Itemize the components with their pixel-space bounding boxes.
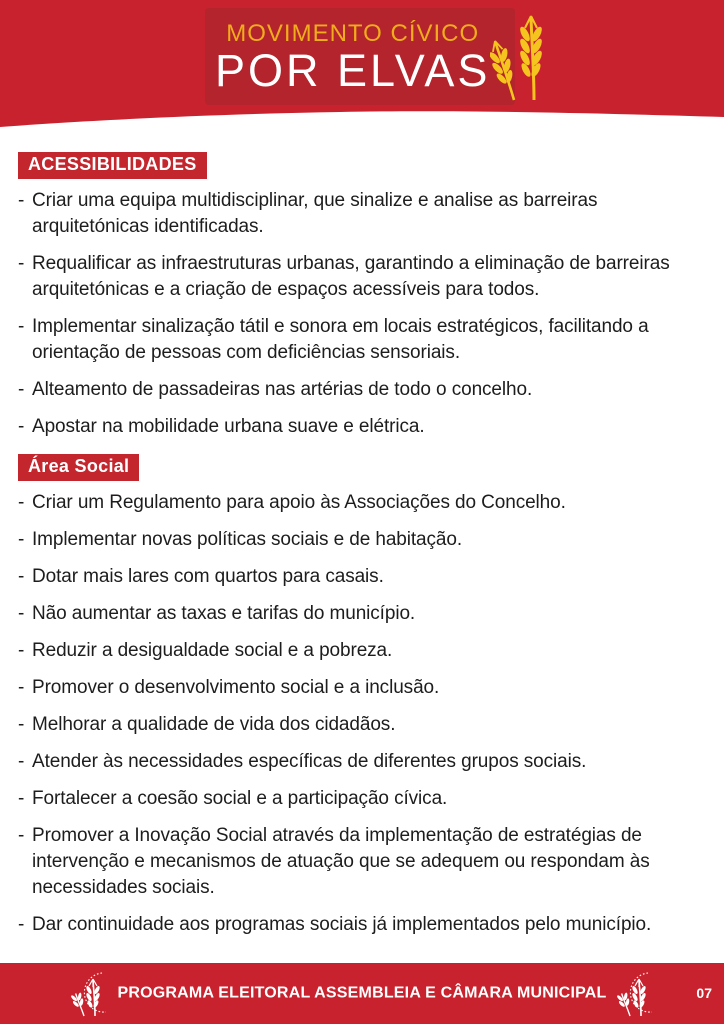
bullet-dash: - bbox=[18, 190, 25, 211]
list-item-text: Criar um Regulamento para apoio às Associações do Concelho. bbox=[32, 492, 566, 513]
list-item bbox=[18, 675, 708, 701]
list-item-text: Implementar sinalização tátil e sonora em locais estratégicos, facilitando a orientação de pessoas com deficiências sensoriais. bbox=[32, 316, 649, 363]
bullet-dash: - bbox=[18, 825, 25, 846]
list-item-text: Atender às necessidades específicas de diferentes grupos sociais. bbox=[32, 751, 587, 772]
list-item bbox=[18, 490, 708, 516]
list-item bbox=[18, 749, 708, 775]
list-item bbox=[18, 638, 708, 664]
bullet-dash: - bbox=[18, 677, 25, 698]
list-item bbox=[18, 414, 708, 440]
section-acessibilidades bbox=[18, 152, 708, 440]
list-item-text: Requalificar as infraestruturas urbanas, garantindo a eliminação de barreiras arquitetónicas e a criação de espaços acessíveis para todos. bbox=[32, 253, 670, 300]
logo bbox=[205, 8, 515, 105]
list-item-text: Melhorar a qualidade de vida dos cidadãos. bbox=[32, 714, 396, 735]
list-item bbox=[18, 527, 708, 553]
list-item-text: Alteamento de passadeiras nas artérias de todo o concelho. bbox=[32, 379, 533, 400]
bullet-dash: - bbox=[18, 379, 25, 400]
bullet-dash: - bbox=[18, 914, 25, 935]
section-item-list bbox=[18, 188, 708, 440]
footer-band bbox=[0, 963, 724, 1024]
list-item bbox=[18, 564, 708, 590]
logo-title-line2: POR ELVAS bbox=[215, 45, 491, 96]
page-number: 07 bbox=[696, 984, 712, 1001]
bullet-dash: - bbox=[18, 788, 25, 809]
list-item-text: Dar continuidade aos programas sociais já implementados pelo município. bbox=[32, 914, 652, 935]
list-item-text: Criar uma equipa multidisciplinar, que sinalize e analise as barreiras arquitetónicas identificadas. bbox=[32, 190, 598, 237]
section-title-badge: Área Social bbox=[18, 454, 139, 481]
list-item-text: Reduzir a desigualdade social e a pobreza. bbox=[32, 640, 393, 661]
list-item bbox=[18, 601, 708, 627]
list-item-text: Implementar novas políticas sociais e de habitação. bbox=[32, 529, 463, 550]
header-band bbox=[0, 0, 724, 132]
wheat-badge-icon bbox=[614, 968, 664, 1020]
list-item bbox=[18, 377, 708, 403]
list-item bbox=[18, 251, 708, 303]
list-item-text: Promover o desenvolvimento social e a inclusão. bbox=[32, 677, 440, 698]
wheat-icon bbox=[490, 10, 552, 102]
list-item-text: Fortalecer a coesão social e a participação cívica. bbox=[32, 788, 448, 809]
bullet-dash: - bbox=[18, 416, 25, 437]
bullet-dash: - bbox=[18, 529, 25, 550]
list-item bbox=[18, 314, 708, 366]
list-item bbox=[18, 786, 708, 812]
list-item-text: Promover a Inovação Social através da implementação de estratégias de intervenção e mecanismos de atuação que se adequem ou respondam às necessidades sociais. bbox=[32, 825, 650, 898]
list-item-text: Apostar na mobilidade urbana suave e elétrica. bbox=[32, 416, 425, 437]
list-item bbox=[18, 712, 708, 738]
bullet-dash: - bbox=[18, 566, 25, 587]
logo-title-line1: MOVIMENTO CÍVICO bbox=[226, 20, 480, 47]
bullet-dash: - bbox=[18, 492, 25, 513]
bullet-dash: - bbox=[18, 316, 25, 337]
footer-title: PROGRAMA ELEITORAL ASSEMBLEIA E CÂMARA MUNICIPAL bbox=[117, 983, 607, 1001]
section-item-list bbox=[18, 490, 708, 938]
list-item bbox=[18, 823, 708, 901]
section-area-social bbox=[18, 454, 708, 938]
list-item-text: Dotar mais lares com quartos para casais. bbox=[32, 566, 384, 587]
bullet-dash: - bbox=[18, 603, 25, 624]
list-item-text: Não aumentar as taxas e tarifas do município. bbox=[32, 603, 416, 624]
list-item bbox=[18, 188, 708, 240]
bullet-dash: - bbox=[18, 751, 25, 772]
section-title-badge: ACESSIBILIDADES bbox=[18, 152, 207, 179]
list-item bbox=[18, 912, 708, 938]
bullet-dash: - bbox=[18, 253, 25, 274]
bullet-dash: - bbox=[18, 640, 25, 661]
bullet-dash: - bbox=[18, 714, 25, 735]
logo-text bbox=[205, 20, 491, 96]
main-content bbox=[18, 152, 708, 949]
